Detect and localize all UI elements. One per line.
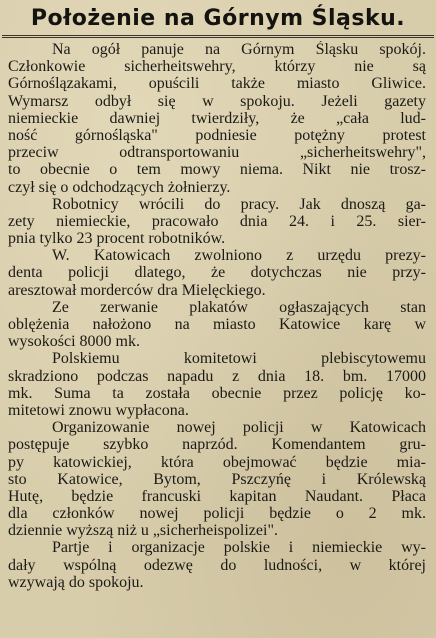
- text-line: dla członków nowej policji będzie o 2 mk.: [8, 505, 426, 523]
- article-paragraph: [8, 419, 426, 539]
- article-paragraph: [8, 247, 426, 299]
- text-line: pnia tylko 23 procent robotników.: [8, 230, 226, 248]
- text-line: dały wspólną odezwę do ludności, w której: [8, 556, 426, 574]
- text-line: mitetowi znowu wypłacona.: [8, 401, 189, 419]
- text-line: niemieckie dawniej twierdziły, że „cała lud-: [8, 109, 426, 127]
- text-line: Robotnicy wrócili do pracy. Jak dnoszą ga-: [52, 195, 426, 213]
- text-line: Wymarsz odbył się w spokoju. Jeżeli gazety: [8, 92, 426, 110]
- text-line: dziennie wyższą niż u „sicherheispolizei".: [8, 522, 278, 540]
- text-line: Górnoślązakami, opuścili także miasto Gliwice.: [8, 75, 426, 93]
- text-line: czył się o odchodzących żołnierzy.: [8, 178, 231, 196]
- text-line: wzywają do spokoju.: [8, 573, 144, 591]
- text-line: W. Katowicach zwolniono z urzędu prezy-: [52, 247, 426, 265]
- headline-rule: [2, 35, 434, 36]
- text-line: Polskiemu komitetowi plebiscytowemu: [52, 350, 426, 368]
- article-paragraph: [8, 196, 426, 248]
- text-line: przeciw odtransportowaniu „sicherheitswehry",: [8, 144, 426, 162]
- article-paragraph: [8, 41, 426, 196]
- text-line: Partje i organizacje polskie i niemieckie wy-: [52, 539, 426, 557]
- text-line: zety niemieckie, pracowało dnia 24. i 25. sier-: [8, 212, 426, 230]
- text-line: ność górnośląska" podniesie potężny protest: [8, 126, 426, 144]
- text-line: oblężenia nałożono na miasto Katowice karę w: [8, 316, 426, 333]
- text-line: Organizowanie nowej policji w Katowicach: [52, 419, 426, 437]
- text-line: wysokości 8000 mk.: [8, 333, 140, 351]
- text-line: Członkowie sicherheitswehry, którzy nie są: [8, 58, 426, 76]
- text-line: to obecnie o tem mowy niema. Nikt nie trosz-: [8, 161, 426, 179]
- article-body: [8, 41, 426, 591]
- article-paragraph: [8, 539, 426, 591]
- article-paragraph: [8, 299, 426, 351]
- article-headline: Położenie na Górnym Śląsku.: [30, 6, 406, 31]
- text-line: skradziono podczas napadu z dnia 18. bm. 17000: [8, 367, 426, 385]
- text-line: sto Katowice, Bytom, Pszczyńę i Królewską: [8, 470, 426, 488]
- text-line: aresztował morderców dra Mielęckiego.: [8, 281, 266, 299]
- text-line: py katowickiej, która obejmować będzie mia-: [8, 453, 426, 471]
- text-line: Ze zerwanie plakatów ogłaszających stan: [52, 298, 426, 316]
- text-line: Na ogół panuje na Górnym Śląsku spokój.: [52, 41, 426, 58]
- text-line: Hutę, będzie francuski kapitan Naudant. Płaca: [8, 487, 426, 505]
- text-line: mk. Suma ta została obecnie przez policję ko-: [8, 384, 426, 402]
- article-paragraph: [8, 350, 426, 419]
- text-line: postępuje szybko naprzód. Komendantem gru-: [8, 436, 426, 454]
- headline-rule-double: [2, 37, 434, 38]
- text-line: denta policji dlatego, że dotychczas nie przy-: [8, 264, 426, 282]
